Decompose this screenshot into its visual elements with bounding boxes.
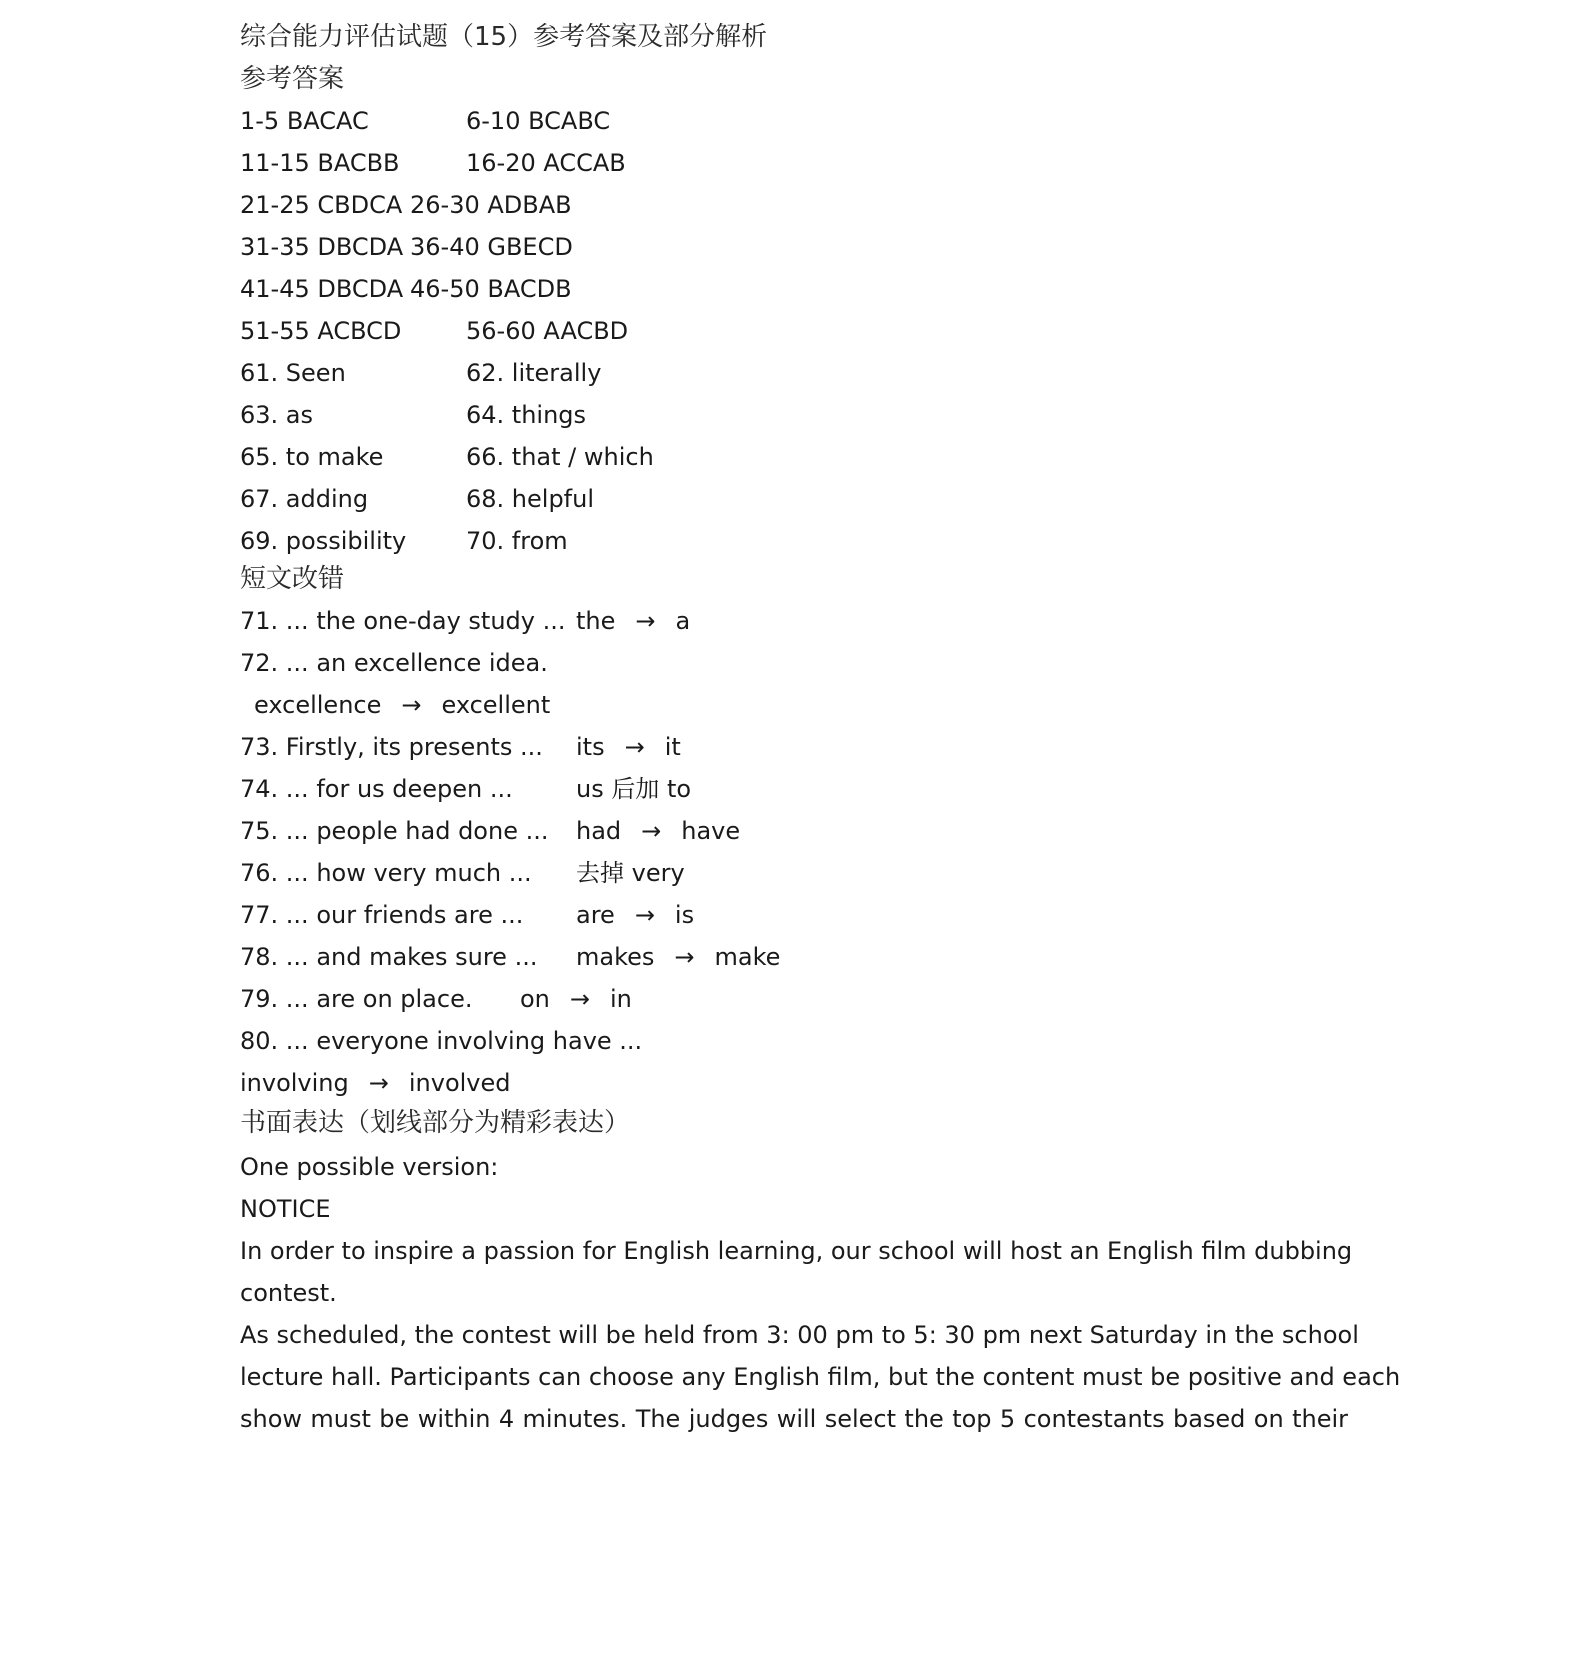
answer-row <box>240 106 611 136</box>
correct-word: involved <box>408 1069 511 1097</box>
answer-group-right: 6-10 BCABC <box>466 107 611 135</box>
correction-question: 79. ... are on place. <box>240 985 473 1013</box>
correction-fix <box>576 900 694 930</box>
correction-fix <box>576 606 690 636</box>
answer-group-left: 69. possibility <box>240 527 407 555</box>
correction-question: 75. ... people had done ... <box>240 817 549 845</box>
arrow-right-icon: → <box>634 901 655 929</box>
arrow-right-icon: → <box>641 817 662 845</box>
answer-group-left: 31-35 DBCDA <box>240 233 404 261</box>
correction-item-80 <box>240 1026 642 1056</box>
answer-group-right: 46-50 BACDB <box>410 275 572 303</box>
arrow-right-icon: → <box>635 607 656 635</box>
paragraph-1-line-1: In order to inspire a passion for English learning, our school will host an English film dubbing <box>240 1237 1353 1265</box>
wrong-word: on <box>520 985 550 1013</box>
answer-row <box>240 484 595 514</box>
answer-row <box>240 274 572 304</box>
correction-question: 72. ... an excellence idea. <box>240 649 548 677</box>
answer-group-right: 56-60 AACBD <box>466 317 629 345</box>
answer-group-left: 65. to make <box>240 443 384 471</box>
answer-group-left: 1-5 BACAC <box>240 107 369 135</box>
wrong-word: involving <box>240 1069 349 1097</box>
answer-row <box>240 358 602 388</box>
correct-word: have <box>681 817 741 845</box>
answer-group-left: 41-45 DBCDA <box>240 275 404 303</box>
correction-item-78 <box>240 942 781 972</box>
answer-group-right: 62. literally <box>466 359 602 387</box>
correction-fix-72 <box>254 690 550 720</box>
correction-question: 80. ... everyone involving have ... <box>240 1027 643 1055</box>
correction-question: 78. ... and makes sure ... <box>240 943 538 971</box>
correction-item-76 <box>240 858 685 888</box>
wrong-word: had <box>576 817 622 845</box>
answer-row <box>240 190 572 220</box>
paragraph-2-line-2: lecture hall. Participants can choose any English film, but the content must be positive and each <box>240 1363 1401 1391</box>
correction-item-73 <box>240 732 681 762</box>
correct-word: make <box>714 943 781 971</box>
correct-word: a <box>675 607 691 635</box>
correct-word: in <box>610 985 632 1013</box>
answer-group-right: 26-30 ADBAB <box>410 191 572 219</box>
answer-row <box>240 526 568 556</box>
correction-question: 76. ... how very much ... <box>240 859 532 887</box>
correction-item-74 <box>240 774 692 804</box>
answer-group-left: 63. as <box>240 401 314 429</box>
answer-group-right: 64. things <box>466 401 587 429</box>
arrow-right-icon: → <box>569 985 591 1013</box>
answer-group-right: 68. helpful <box>466 485 595 513</box>
correction-question: 71. ... the one-day study ... <box>240 607 566 635</box>
answer-group-right: 70. from <box>466 527 568 555</box>
arrow-right-icon: → <box>368 1069 389 1097</box>
correction-fix <box>520 984 632 1014</box>
correction-question: 73. Firstly, its presents ... <box>240 733 543 761</box>
answer-group-right: 16-20 ACCAB <box>466 149 626 177</box>
correction-fix: us 后加 to <box>576 775 692 803</box>
correction-item-77 <box>240 900 695 930</box>
correction-item-72 <box>240 648 548 678</box>
answer-row <box>240 400 587 430</box>
correct-word: it <box>664 733 681 761</box>
arrow-right-icon: → <box>674 943 695 971</box>
notice-title: NOTICE <box>240 1195 331 1223</box>
correction-fix <box>576 816 740 846</box>
answer-group-right: 36-40 GBECD <box>410 233 573 261</box>
arrow-right-icon: → <box>624 733 645 761</box>
correction-fix-80 <box>240 1068 511 1098</box>
wrong-word: excellence <box>254 691 382 719</box>
answer-row <box>240 232 573 262</box>
paragraph-2-line-3: show must be within 4 minutes. The judges will select the top 5 contestants based on their <box>240 1405 1348 1433</box>
correction-item-75 <box>240 816 741 846</box>
wrong-word: are <box>576 901 615 929</box>
version-label: One possible version: <box>240 1153 499 1181</box>
correction-heading: 短文改错 <box>240 564 345 594</box>
answer-row <box>240 316 629 346</box>
correction-item-79 <box>240 984 632 1014</box>
wrong-word: its <box>576 733 605 761</box>
answer-group-right: 66. that / which <box>466 443 654 471</box>
wrong-word: the <box>576 607 616 635</box>
answer-group-left: 51-55 ACBCD <box>240 317 402 345</box>
correction-item-71 <box>240 606 691 636</box>
paragraph-2-line-1: As scheduled, the contest will be held from 3: 00 pm to 5: 30 pm next Saturday in the school <box>240 1321 1359 1349</box>
answer-group-left: 21-25 CBDCA <box>240 191 403 219</box>
wrong-word: makes <box>576 943 655 971</box>
correction-fix <box>576 942 780 972</box>
paragraph-1-line-2: contest. <box>240 1279 337 1307</box>
answer-row <box>240 442 654 472</box>
writing-heading: 书面表达（划线部分为精彩表达） <box>240 1108 631 1138</box>
answer-group-left: 67. adding <box>240 485 369 513</box>
correction-question: 74. ... for us deepen ... <box>240 775 513 803</box>
document-title: 综合能力评估试题（15）参考答案及部分解析 <box>240 22 768 52</box>
arrow-right-icon: → <box>401 691 422 719</box>
correct-word: is <box>674 901 695 929</box>
answer-row <box>240 148 626 178</box>
correction-question: 77. ... our friends are ... <box>240 901 524 929</box>
answer-group-left: 11-15 BACBB <box>240 149 400 177</box>
correction-fix: 去掉 very <box>576 859 685 887</box>
answer-group-left: 61. Seen <box>240 359 346 387</box>
correct-word: excellent <box>441 691 551 719</box>
correction-fix <box>576 732 681 762</box>
answer-heading: 参考答案 <box>240 64 345 94</box>
